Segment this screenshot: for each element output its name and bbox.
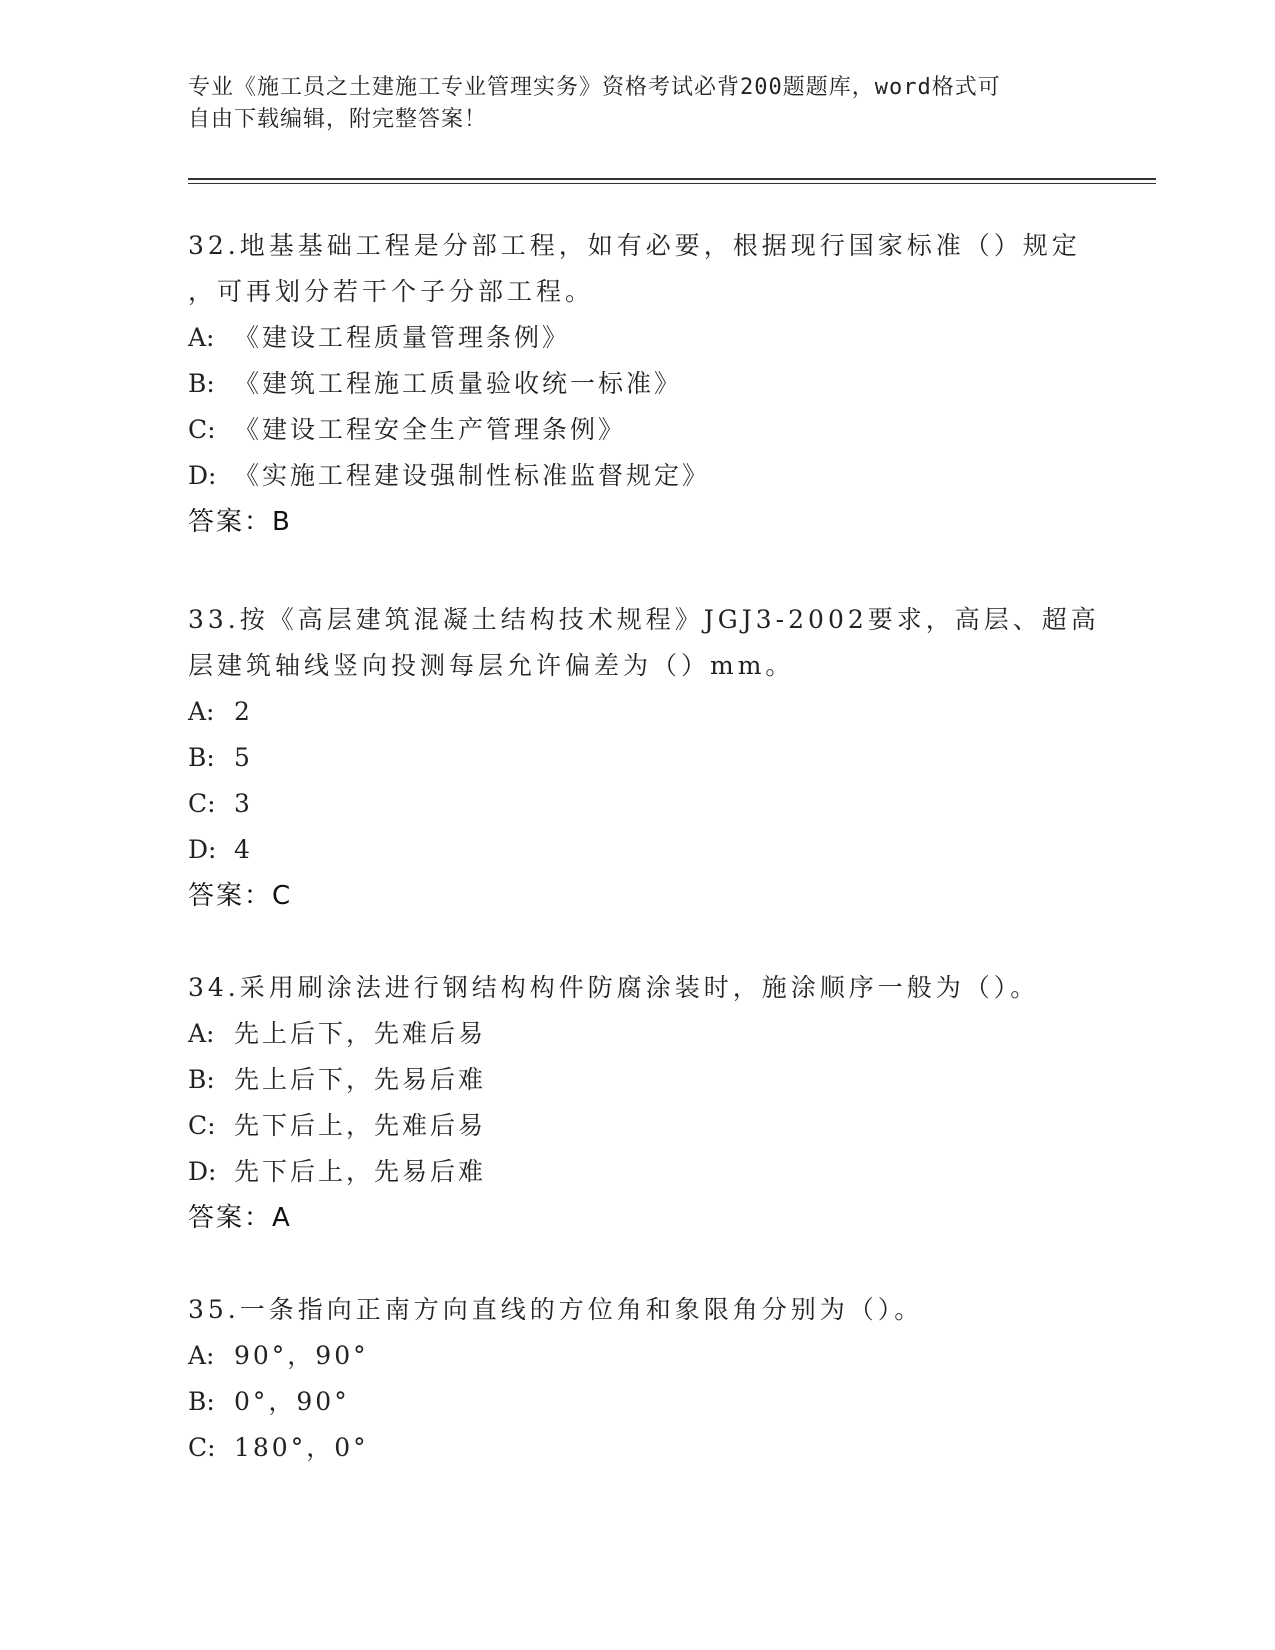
header-divider-thin bbox=[188, 183, 1156, 184]
question-34-option-a bbox=[188, 1011, 1108, 1057]
option-text: 《建设工程质量管理条例》 bbox=[234, 323, 571, 352]
question-33-option-d bbox=[188, 827, 1108, 873]
question-33-option-c bbox=[188, 781, 1108, 827]
question-34-option-d bbox=[188, 1149, 1108, 1195]
question-33 bbox=[188, 597, 1108, 919]
question-32-line-2: ，可再划分若干个子分部工程。 bbox=[188, 277, 595, 306]
question-34-line-1: 34.采用刷涂法进行钢结构构件防腐涂装时，施涂顺序一般为（）。 bbox=[188, 973, 1040, 1002]
option-text: 5 bbox=[234, 743, 253, 772]
option-label: D: bbox=[188, 835, 217, 864]
question-32-answer: 答案：B bbox=[188, 507, 292, 537]
option-text: 《建设工程安全生产管理条例》 bbox=[234, 415, 627, 444]
question-35-line-1: 35.一条指向正南方向直线的方位角和象限角分别为（）。 bbox=[188, 1295, 924, 1324]
option-label: B: bbox=[188, 369, 215, 398]
option-text: 180°，0° bbox=[234, 1433, 369, 1462]
question-35-option-b bbox=[188, 1379, 1108, 1425]
question-33-option-a bbox=[188, 689, 1108, 735]
question-32 bbox=[188, 223, 1108, 545]
header-line-2: 自由下载编辑，附完整答案！ bbox=[188, 107, 488, 132]
question-34 bbox=[188, 965, 1108, 1241]
question-34-answer: 答案：A bbox=[188, 1203, 292, 1233]
question-32-line-1: 32.地基基础工程是分部工程，如有必要，根据现行国家标准（）规定 bbox=[188, 231, 1081, 260]
question-35-option-a bbox=[188, 1333, 1108, 1379]
option-label: B: bbox=[188, 1065, 215, 1094]
option-label: C: bbox=[188, 1111, 216, 1140]
question-32-option-c bbox=[188, 407, 1108, 453]
question-35 bbox=[188, 1287, 1108, 1471]
question-33-answer: 答案：C bbox=[188, 881, 293, 911]
question-33-line-1: 33.按《高层建筑混凝土结构技术规程》JGJ3-2002要求，高层、超高 bbox=[188, 605, 1100, 634]
question-32-option-d bbox=[188, 453, 1108, 499]
option-text: 3 bbox=[234, 789, 253, 818]
option-label: D: bbox=[188, 461, 217, 490]
header-line-1: 专业《施工员之土建施工专业管理实务》资格考试必背200题题库，word格式可 bbox=[188, 75, 1001, 100]
question-33-option-b bbox=[188, 735, 1108, 781]
document-header bbox=[188, 72, 1078, 136]
question-32-option-a bbox=[188, 315, 1108, 361]
option-text: 先下后上，先难后易 bbox=[234, 1111, 487, 1140]
option-label: B: bbox=[188, 743, 215, 772]
option-text: 先下后上，先易后难 bbox=[234, 1157, 487, 1186]
option-label: C: bbox=[188, 789, 216, 818]
question-35-option-c bbox=[188, 1425, 1108, 1471]
option-label: C: bbox=[188, 1433, 216, 1462]
option-text: 2 bbox=[234, 697, 253, 726]
question-34-option-b bbox=[188, 1057, 1108, 1103]
header-divider-thick bbox=[188, 178, 1156, 180]
option-label: B: bbox=[188, 1387, 215, 1416]
option-text: 90°，90° bbox=[234, 1341, 369, 1370]
option-label: C: bbox=[188, 415, 216, 444]
option-label: D: bbox=[188, 1157, 217, 1186]
option-label: A: bbox=[188, 697, 215, 726]
option-text: 4 bbox=[234, 835, 253, 864]
option-text: 0°，90° bbox=[234, 1387, 350, 1416]
option-label: A: bbox=[188, 323, 215, 352]
question-34-option-c bbox=[188, 1103, 1108, 1149]
option-label: A: bbox=[188, 1341, 215, 1370]
option-text: 《实施工程建设强制性标准监督规定》 bbox=[234, 461, 711, 490]
question-32-option-b bbox=[188, 361, 1108, 407]
question-33-line-2: 层建筑轴线竖向投测每层允许偏差为（）mm。 bbox=[188, 651, 795, 680]
option-text: 《建筑工程施工质量验收统一标准》 bbox=[234, 369, 683, 398]
option-label: A: bbox=[188, 1019, 215, 1048]
option-text: 先上后下，先难后易 bbox=[234, 1019, 487, 1048]
option-text: 先上后下，先易后难 bbox=[234, 1065, 487, 1094]
